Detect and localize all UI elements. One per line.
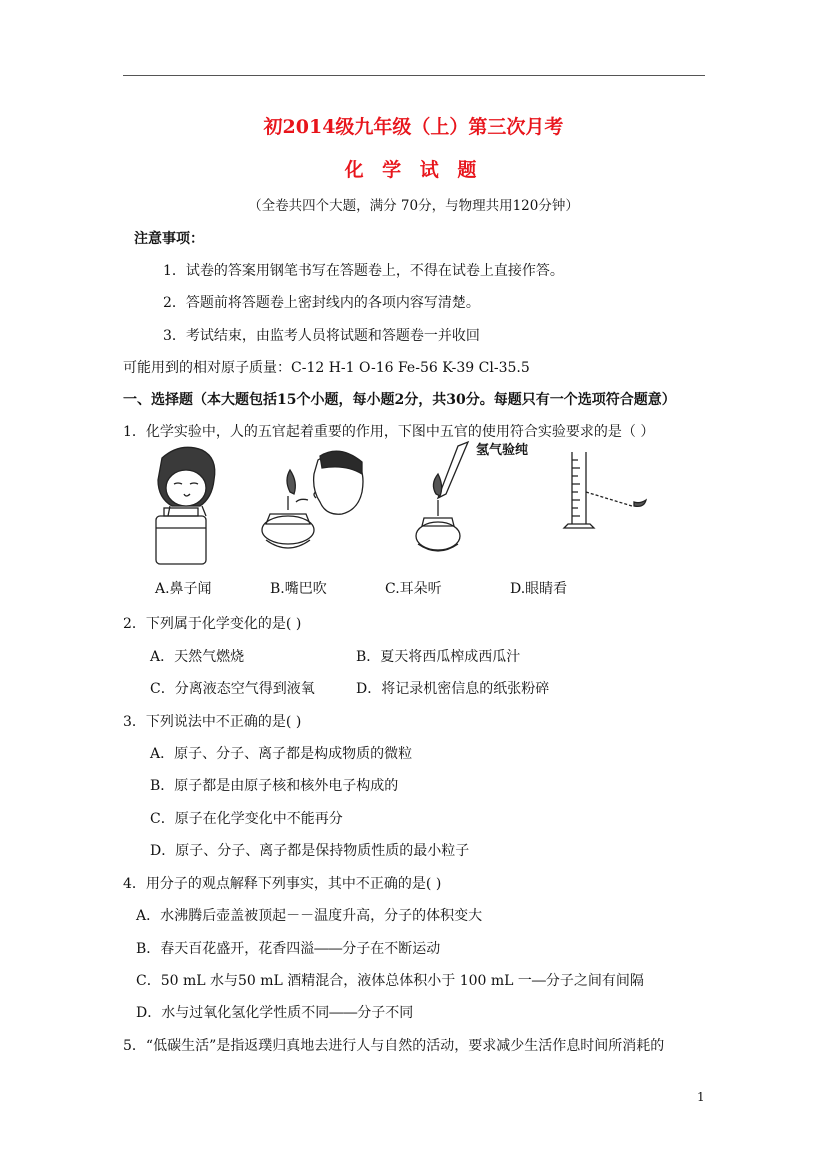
- q4-option: B．春天百花盛开，花香四溢――分子在不断运动: [136, 941, 441, 957]
- subject-title: 化 学 试 题: [344, 159, 483, 181]
- question-4-stem: 4．用分子的观点解释下列事实，其中不正确的是( ): [123, 876, 442, 892]
- note-item: 2．答题前将答题卷上密封线内的各项内容写清楚。: [163, 295, 480, 311]
- note-item: 3．考试结束，由监考人员将试题和答题卷一并收回: [163, 328, 480, 344]
- mouth-blow-illustration: [262, 451, 363, 548]
- q3-option: D．原子、分子、离子都是保持物质性质的最小粒子: [150, 843, 470, 859]
- notes-heading: 注意事项：: [134, 231, 204, 247]
- note-item: 1．试卷的答案用钢笔书写在答题卷上，不得在试卷上直接作答。: [163, 263, 564, 279]
- page-number: 1: [697, 1090, 705, 1104]
- nose-smell-illustration: [156, 447, 215, 564]
- figure-label-hydrogen: 氢气验纯: [476, 443, 529, 458]
- q1-option: C.耳朵听: [385, 581, 442, 597]
- header-rule: [123, 75, 705, 76]
- question-3-stem: 3．下列说法中不正确的是( ): [123, 714, 302, 730]
- q1-option: B.嘴巴吹: [270, 581, 327, 597]
- q2-option: B．夏天将西瓜榨成西瓜汁: [356, 649, 521, 665]
- question-1-figure: [140, 440, 670, 572]
- q4-option: A．水沸腾后壶盖被顶起－－温度升高，分子的体积变大: [136, 908, 483, 924]
- exam-title: 初2014级九年级（上）第三次月考: [263, 116, 564, 138]
- q2-option: A．天然气燃烧: [150, 649, 245, 665]
- q4-option: D．水与过氧化氢化学性质不同――分子不同: [136, 1005, 414, 1021]
- q3-option: C．原子在化学变化中不能再分: [150, 811, 343, 827]
- question-5-stem: 5．“低碳生活”是指返璞归真地去进行人与自然的活动，要求减少生活作息时间所消耗的: [123, 1038, 665, 1054]
- question-2-stem: 2．下列属于化学变化的是( ): [123, 616, 302, 632]
- eye-look-illustration: [564, 452, 646, 528]
- q1-option: D.眼睛看: [510, 581, 568, 597]
- ear-listen-illustration: [416, 442, 468, 551]
- q3-option: B．原子都是由原子核和核外电子构成的: [150, 778, 399, 794]
- exam-subtitle: （全卷共四个大题，满分 70分，与物理共用120分钟）: [248, 198, 579, 214]
- atomic-masses: 可能用到的相对原子质量：C-12 H-1 O-16 Fe-56 K-39 Cl-35.5: [123, 360, 530, 376]
- section-heading: 一、选择题（本大题包括15个小题，每小题2分，共30分。每题只有一个选项符合题意）: [123, 392, 676, 408]
- q4-option: C．50 mL 水与50 mL 酒精混合，液体总体积小于 100 mL 一―分子之间有间隔: [136, 973, 644, 989]
- q2-option: D．将记录机密信息的纸张粉碎: [356, 681, 550, 697]
- question-1-stem: 1．化学实验中，人的五官起着重要的作用，下图中五官的使用符合实验要求的是（ ）: [123, 424, 655, 440]
- q3-option: A．原子、分子、离子都是构成物质的微粒: [150, 746, 413, 762]
- q2-option: C．分离液态空气得到液氧: [150, 681, 315, 697]
- q1-option: A.鼻子闻: [155, 581, 212, 597]
